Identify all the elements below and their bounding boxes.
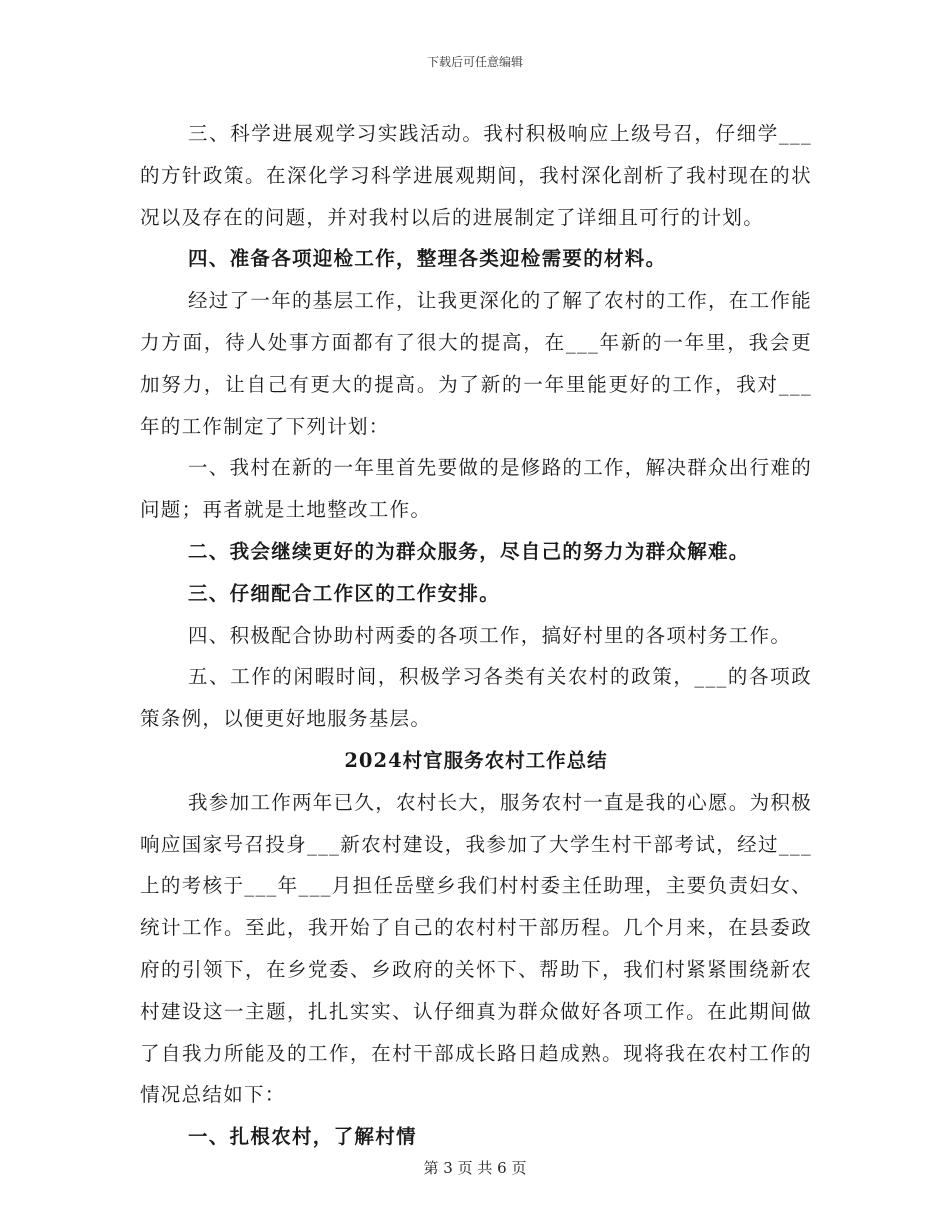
paragraph-summary-heading: 一、扎根农村，了解村情 bbox=[188, 1125, 417, 1149]
paragraph-plan-study-policy: 五、工作的闲暇时间，积极学习各类有关农村的政策，___的各项政策条例，以便更好地服务基层。 bbox=[140, 665, 812, 731]
paragraph-inspection-prep: 四、准备各项迎检工作，整理各类迎检需要的材料。 bbox=[188, 247, 667, 271]
page-footer: 第 3 页 共 6 页 bbox=[423, 1159, 527, 1177]
paragraph-plan-road: 一、我村在新的一年里首先要做的是修路的工作，解决群众出行难的问题；再者就是土地整改工作。 bbox=[140, 456, 813, 522]
paragraph-summary-intro: 我参加工作两年已久，农村长大，服务农村一直是我的心愿。为积极响应国家号召投身___新农村建设，我参加了大学生村干部考试，经过___上的考核于___年___月担任岳壁乡我们村村委主任助理，主要负责妇女、统计工作。至此，我开始了自己的农村村干部历程。几个月来，在县委政府的引领下，在乡党委、乡政府的关怀下、帮助下，我们村紧紧围绕新农村建设这一主题，扎扎实实、认仔细真为群众做好各项工作。在此期间做了自我力所能及的工作，在村干部成长路日趋成熟。现将我在农村工作的情况总结如下： bbox=[140, 790, 813, 1107]
paragraph-study-activity: 三、科学进展观学习实践活动。我村积极响应上级号召，仔细学___的方针政策。在深化学习科学进展观期间，我村深化剖析了我村现在的状况以及存在的问题，并对我村以后的进展制定了详细且可行的计划。 bbox=[140, 122, 812, 229]
document-body bbox=[140, 113, 812, 1158]
paragraph-year-review: 经过了一年的基层工作，让我更深化的了解了农村的工作，在工作能力方面，待人处事方面都有了很大的提高，在___年新的一年里，我会更加努力，让自己有更大的提高。为了新的一年里能更好的工作，我对___年的工作制定了下列计划： bbox=[140, 289, 813, 438]
paragraph-plan-village-affairs: 四、积极配合协助村两委的各项工作，搞好村里的各项村务工作。 bbox=[188, 623, 792, 647]
page-header: 下载后可任意编辑 bbox=[426, 55, 523, 69]
section-title: 2024村官服务农村工作总结 bbox=[344, 748, 608, 772]
paragraph-plan-cooperate: 三、仔细配合工作区的工作安排。 bbox=[188, 581, 501, 605]
paragraph-plan-service: 二、我会继续更好的为群众服务，尽自己的努力为群众解难。 bbox=[188, 539, 750, 563]
